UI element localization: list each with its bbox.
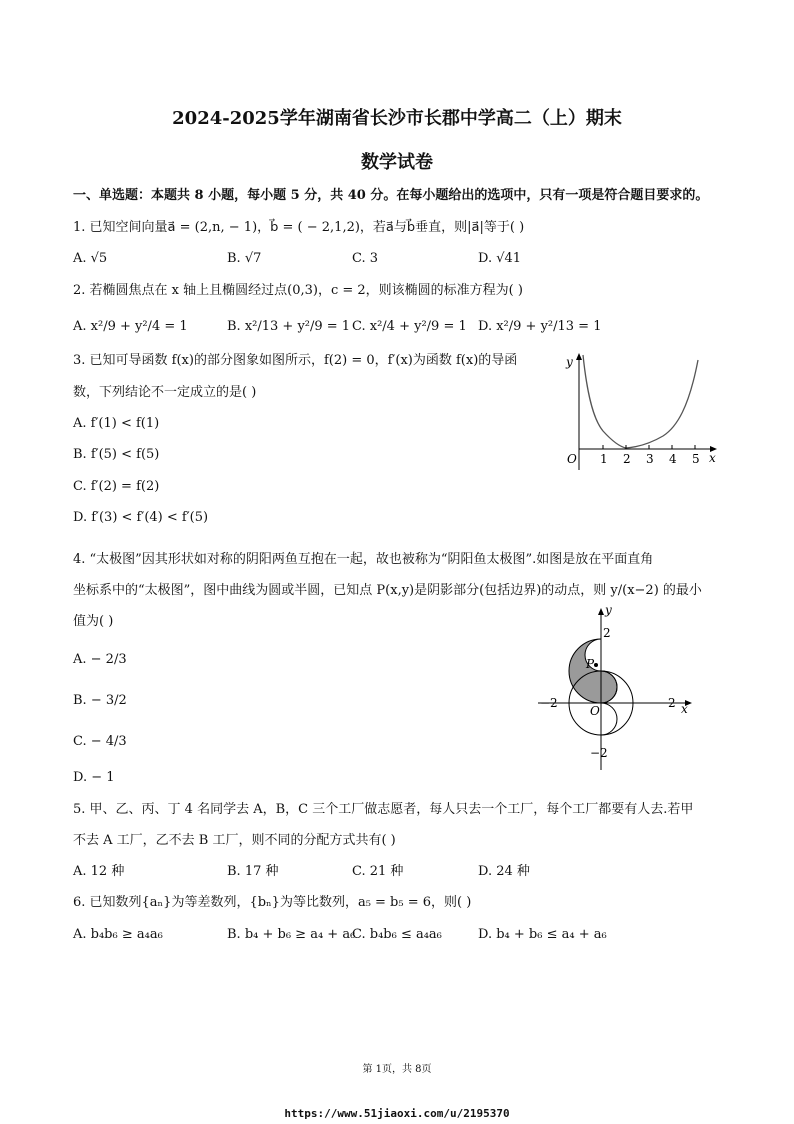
q4-y-label: y (605, 603, 612, 617)
q6-stem: 6. 已知数列{aₙ}为等差数列，{bₙ}为等比数列，a₅ = b₅ = 6，则( ) (73, 895, 472, 910)
q1-option-d: D. √41 (478, 251, 522, 266)
q1-option-c: C. 3 (352, 251, 379, 266)
q4-stem-line3: 值为( ) (73, 614, 114, 629)
q5-option-a: A. 12 种 (73, 864, 125, 879)
q4-option-c: C. − 4/3 (73, 734, 127, 749)
q2-option-d: D. x²/9 + y²/13 = 1 (478, 319, 602, 334)
q3-tick-3: 3 (646, 452, 654, 466)
q3-option-d: D. f′(3) < f′(4) < f′(5) (73, 510, 209, 525)
q3-tick-4: 4 (669, 452, 677, 466)
q4-taiji-diagram (530, 602, 700, 774)
q3-option-b: B. f′(5) < f(5) (73, 447, 160, 462)
q6-option-a: A. b₄b₆ ≥ a₄a₆ (73, 927, 163, 942)
watermark-link[interactable]: https://www.51jiaoxi.com/u/2195370 (284, 1107, 510, 1120)
q5-stem-line1: 5. 甲、乙、丙、丁 4 名同学去 A，B，C 三个工厂做志愿者，每人只去一个工厂，每个工厂都要有人去.若甲 (73, 802, 694, 817)
q4-tick-left: −2 (540, 696, 558, 710)
q3-function-graph (555, 345, 725, 475)
q5-option-b: B. 17 种 (227, 864, 279, 879)
q1-option-b: B. √7 (227, 251, 262, 266)
page-title: 2024-2025学年湖南省长沙市长郡中学高二（上）期末 (172, 108, 622, 129)
q2-option-c: C. x²/4 + y²/9 = 1 (352, 319, 467, 334)
q1-option-a: A. √5 (73, 251, 108, 266)
q6-option-d: D. b₄ + b₆ ≤ a₄ + a₆ (478, 927, 607, 942)
q6-option-c: C. b₄b₆ ≤ a₄a₆ (352, 927, 442, 942)
page-footer: 第 1页，共 8页 (362, 1064, 432, 1075)
q3-option-c: C. f′(2) = f(2) (73, 479, 160, 494)
q3-x-label: x (709, 451, 716, 465)
q2-stem: 2. 若椭圆焦点在 x 轴上且椭圆经过点(0,3)，c = 2，则该椭圆的标准方程为( ) (73, 283, 523, 298)
q3-tick-1: 1 (600, 452, 608, 466)
section-heading: 一、单选题：本题共 8 小题，每小题 5 分，共 40 分。在每小题给出的选项中，只有一项是符合题目要求的。 (73, 188, 709, 203)
q3-tick-5: 5 (692, 452, 700, 466)
q3-tick-2: 2 (623, 452, 631, 466)
q4-option-b: B. − 3/2 (73, 693, 127, 708)
q4-option-a: A. − 2/3 (73, 652, 127, 667)
q5-stem-line2: 不去 A 工厂，乙不去 B 工厂，则不同的分配方式共有( ) (73, 833, 396, 848)
q3-origin-label: O (567, 452, 577, 466)
q4-option-d: D. − 1 (73, 770, 115, 785)
q4-point-label: P (586, 657, 595, 671)
q4-stem-line1: 4. “太极图”因其形状如对称的阴阳两鱼互抱在一起，故也被称为“阴阳鱼太极图”.如图是放在平面直角 (73, 552, 654, 567)
q5-option-d: D. 24 种 (478, 864, 530, 879)
q3-stem-line1: 3. 已知可导函数 f(x)的部分图象如图所示，f(2) = 0，f′(x)为函数 f(x)的导函 (73, 353, 518, 368)
q4-stem-line2: 坐标系中的“太极图”，图中曲线为圆或半圆，已知点 P(x,y)是阴影部分(包括边界)的动点，则 y/(x−2) 的最小 (73, 583, 702, 598)
q2-option-a: A. x²/9 + y²/4 = 1 (73, 319, 188, 334)
q4-tick-right: 2 (668, 696, 676, 710)
q3-option-a: A. f′(1) < f(1) (73, 416, 160, 431)
q6-option-b: B. b₄ + b₆ ≥ a₄ + a₆ (227, 927, 356, 942)
q4-x-label: x (681, 702, 688, 716)
page-subtitle: 数学试卷 (361, 152, 433, 173)
q1-stem: 1. 已知空间向量a⃗ = (2,n, − 1)，b⃗ = ( − 2,1,2)，若a⃗与b⃗垂直，则|a⃗|等于( ) (73, 220, 525, 235)
q2-option-b: B. x²/13 + y²/9 = 1 (227, 319, 351, 334)
q4-tick-top: 2 (603, 626, 611, 640)
q5-option-c: C. 21 种 (352, 864, 404, 879)
q3-stem-line2: 数，下列结论不一定成立的是( ) (73, 385, 257, 400)
q4-tick-bottom: −2 (590, 746, 608, 760)
q4-origin-label: O (590, 704, 600, 718)
q3-y-label: y (566, 355, 573, 369)
